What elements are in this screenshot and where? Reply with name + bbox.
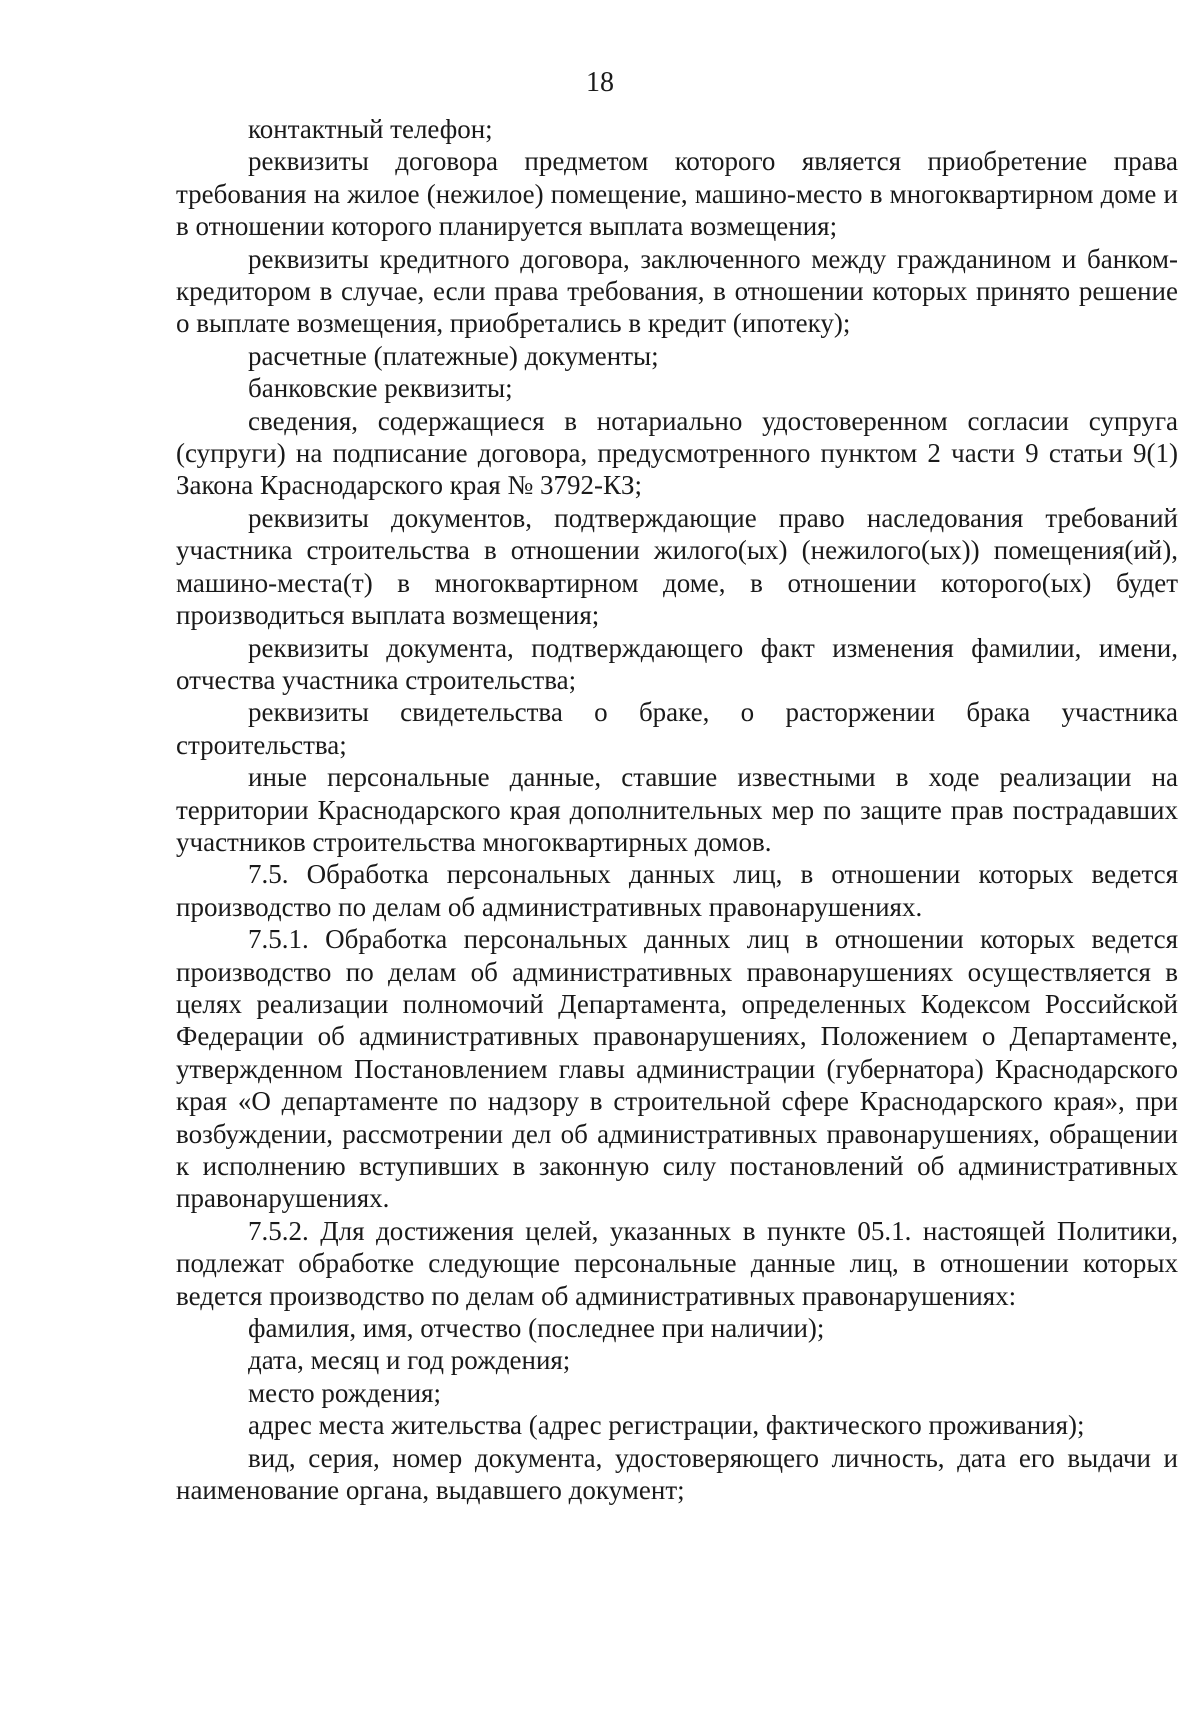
paragraph: иные персональные данные, ставшие известными в ходе реализации на территории Краснодарского края дополнительных мер по защите прав пострадавших участников строительства многоквартирных домов. (176, 762, 1178, 857)
document-body (176, 113, 1178, 1506)
paragraph: место рождения; (248, 1377, 441, 1408)
paragraph: реквизиты кредитного договора, заключенного между гражданином и банком-кредитором в случае, если права требования, в отношении которых принято решение о выплате возмещения, приобретались в кредит (ипотеку); (176, 243, 1178, 339)
paragraph: фамилия, имя, отчество (последнее при наличии); (248, 1313, 825, 1344)
section-7-5-1: 7.5.1. Обработка персональных данных лиц в отношении которых ведется производство по делам об административных правонарушениях осуществляется в целях реализации полномочий Департамента, определенных Кодексом Российской Федерации об административных правонарушениях, Положением о Департаменте, утвержденном Постановлением главы администрации (губернатора) Краснодарского края «О департаменте по надзору в строительной сфере Краснодарского края», при возбуждении, рассмотрении дел об административных правонарушениях, обращении к исполнению вступивших в законную силу постановлений об административных правонарушениях. (176, 924, 1178, 1214)
paragraph: контактный телефон; (248, 114, 493, 144)
paragraph: реквизиты договора предметом которого является приобретение права требования на жилое (нежилое) помещение, машино-место в многоквартирном доме и в отношении которого планируется выплата возмещения; (176, 146, 1178, 242)
paragraph: дата, месяц и год рождения; (248, 1345, 571, 1376)
paragraph: адрес места жительства (адрес регистрации, фактического проживания); (248, 1410, 1085, 1441)
section-heading-7-5: 7.5. Обработка персональных данных лиц, в отношении которых ведется производство по делам об административных правонарушениях. (176, 859, 1178, 922)
paragraph: сведения, содержащиеся в нотариально удостоверенном согласии супруга (супруги) на подписание договора, предусмотренного пунктом 2 части 9 статьи 9(1) Закона Краснодарского края № 3792-КЗ; (176, 405, 1178, 501)
paragraph: вид, серия, номер документа, удостоверяющего личность, дата его выдачи и наименование органа, выдавшего документ; (176, 1442, 1178, 1506)
paragraph: реквизиты документов, подтверждающие право наследования требований участника строительства в отношении жилого(ых) (нежилого(ых)) помещения(ий), машино-места(т) в многоквартирном доме, в отношении которого(ых) будет производиться выплата возмещения; (176, 502, 1178, 631)
paragraph: реквизиты свидетельства о браке, о расторжении брака участника строительства; (176, 697, 1178, 760)
paragraph: реквизиты документа, подтверждающего факт изменения фамилии, имени, отчества участника строительства; (176, 632, 1178, 695)
paragraph: расчетные (платежные) документы; (248, 340, 659, 371)
section-7-5-2: 7.5.2. Для достижения целей, указанных в пункте 05.1. настоящей Политики, подлежат обработке следующие персональные данные лиц, в отношении которых ведется производство по делам об административных правонарушениях: (176, 1215, 1178, 1311)
paragraph: банковские реквизиты; (248, 373, 513, 404)
page-number: 18 (586, 67, 614, 98)
